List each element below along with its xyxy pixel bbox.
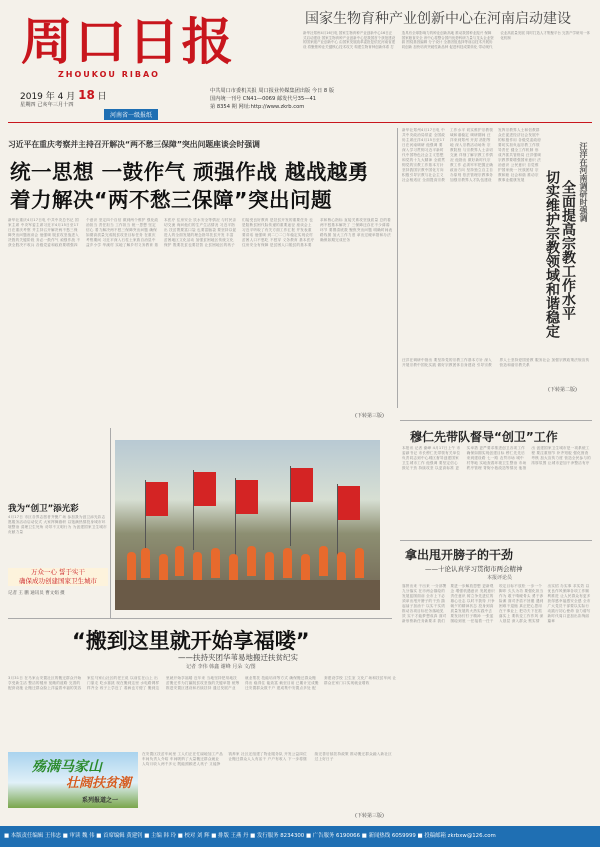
sub-banner: 河南省一级报纸 — [104, 109, 158, 120]
lead-headline-line2: 着力解决“两不愁三保障”突出问题 — [10, 188, 332, 212]
publication-info-line: 第 8354 期 网址:http://www.zkrb.com — [210, 104, 305, 110]
volunteer-figure — [355, 548, 364, 578]
slogan-box — [8, 568, 108, 586]
masthead — [0, 0, 600, 122]
series-banner-label: 系列报道之一 — [82, 797, 119, 804]
right-headline-2[interactable]: 穆仁先带队督导“创卫”工作 — [410, 430, 558, 444]
volunteer-figure — [193, 552, 202, 582]
top-lede-columns: 新华社郑州4月16日电 国家生物育种产业创新中心16日正式启动建设 国家生物育种产业创新中心是我国首个获批建设的国家级产业创新中心 由国家发展改革委批复依托河南省建设 将聚焦种业关键核心技术攻关 构建生物育种创新体系 打造具有全球影响力的种业创新高地 推动我国种业振兴 保障国家粮食安全 该中心将整合国内优势科研力量与龙头企业资源 围绕基因编辑 分子设计 全基因组选择等前沿技术开展协同创新 加快培育突破性新品种 促进科技成果转化 带动现代农业高质量发展 同时打造人才集聚平台 完善产学研用一体化机制 — [303, 31, 591, 49]
newspaper-logo: 周口日报 — [20, 12, 236, 71]
volunteer-figure — [141, 548, 150, 578]
red-flag — [236, 480, 258, 514]
red-flag — [338, 486, 360, 520]
right-vertical-headline-1[interactable]: 全面提高宗教工作水平 — [560, 180, 576, 320]
right-body-text: 新华社郑州4月17日电 中共中央政治局常委 全国政协主席汪洋4月15日至17日在河南调研 他强调 要深入学习贯彻习近平新时代中国特色社会主义思想和党的十九大精神 全面贯彻党的宗教工作基本方针 坚持我国宗教中国化方向 积极引导宗教与社会主义社会相适应 全面提高宗教工作水平 切实维护宗教领域和谐稳定 调研期间 汪洋来到郑州 开封 洛阳等地 深入宗教活动场所 宗教院校 与宗教界人士亲切交流 详细了解宗教工作情况 他指出 做好新时代宗教工作 必须牢牢把握正确政治方向 坚持独立自主自办原则 依法管理宗教事务 加强宗教界人才队伍建设 发挥宗教界人士和信教群众在促进经济社会发展中的积极作用 各级党委政府要切实担负起宗教工作领导责任 健全工作机制 形成齐抓共管格局 汪洋强调 宗教界要增强国家意识 法治意识 公民意识 自觉维护国家统一 民族团结 宗教和睦 社会和谐 推动宗教事业健康发展 — [402, 128, 542, 182]
feature-body-text-2: 在安置区扶贫车间里 工人们正在忙碌地加工产品 车间负责人介绍 车间吸纳了大量搬迁群众就业 人均月收入两千多元 既能照顾老人孩子 又能挣钱养家 社区还组建了物业服务队 开发公益岗位 让搬迁群众人人有活干 户户有收入 下一步将继续完善后续扶持政策 推动搬迁群众融入新社区 过上好日子 — [142, 752, 392, 766]
right-subhead-3: ——十论认真学习贯彻市两会精神 — [425, 565, 523, 573]
right-body-text-4: 靠拼出来 干出来 一分部署 九分落实 在市两会描绘的发展蓝图面前 全市上下必须拿出甩开膀子的干劲 撸起袖子加油干 以实干实绩推动各项目标任务落地见效 实干才能梦想成真 面对新形势新任务新要求 我们要进一步解放思想 更新观念 增强机遇意识 发展意识 责任意识 树立争先进位的雄心壮志 以时不我待 只争朝夕的精神状态 投身到高质量发展的火热实践中去 要发扬钉钉子精神 一张蓝图绘到底 一任接着一任干 咬定目标不放松 一步一个脚印 久久为功 要强化担当作为 敢于啃硬骨头 勇于涉险滩 面对矛盾不回避 遇到困难不退缩 真正把心思用在干事业上 把功夫下在抓落实上 要转变工作作风 深入基层 深入群众 察实情 出实招 办实事 求实效 以优良作风保障各项工作顺利推进 让人民群众有更多获得感幸福感安全感 全市广大党员干部要以实际行动践行初心使命 奋力谱写新时代周口更加出彩绚丽篇章 — [402, 584, 591, 623]
photo-caption-title: 我为“创卫”添光彩 — [8, 504, 79, 514]
lead-body-text: 新华社重庆4月17日电 中共中央总书记 国家主席 中央军委主席习近平4月15日至17日在重庆考察 并主持召开解决两不愁三保障突出问题座谈会 他强调 脱贫攻坚战进入决胜的关键阶段 务必一鼓作气 顽强作战 不获全胜决不收兵 各级党委和政府要增强四个意识 坚定四个自信 做到两个维护 强化政治担当 责任担当 工作担当 统一思想 坚定信心 着力解决两不愁三保障突出问题 确保如期高质量完成脱贫攻坚目标任务 在重庆考察期间 习近平深入石柱土家族自治县中益乡小学 华溪村 实地了解乡村义务教育 基本医疗 住房安全 饮水安全等情况 与村民亲切交流 询问他们的生产生活情况 习近平指出 扶贫既要富口袋 也要富脑袋 要坚持以促进人的全面发展的理念指导扶贫开发 丰富贫困地区文化活动 加强贫困地区传统文化保护 既要扶贫也要扶智 让贫困地区的孩子们接受良好教育 是扶贫开发的重要任务 也是阻断贫困代际传递的重要途径 座谈会上 习近平听取了有关方面工作汇报 并发表重要讲话 他强调 到二〇二〇年稳定实现农村贫困人口不愁吃 不愁穿 义务教育 基本医疗 住房安全有保障 是贫困人口脱贫的基本要求和核心指标 直接关系攻坚战质量 总的看 两不愁基本解决了 三保障还存在不少薄弱环节 要摸清底数 聚焦突出问题 明确时间表 路线图 加大工作力度 拿出过硬举措和办法 确保如期完成任务 — [8, 218, 393, 247]
lead-headline[interactable] — [10, 158, 369, 214]
volunteer-figure — [247, 546, 256, 576]
feature-subhead: ——扶持夹团华苇易地搬迁扶贫纪实 — [178, 653, 298, 662]
lead-continue[interactable]: (下转第三版) — [355, 413, 384, 419]
red-flag — [146, 482, 168, 516]
right-vertical-headline-2[interactable]: 切实维护宗教领域和谐稳定 — [544, 170, 560, 338]
volunteer-figure — [211, 548, 220, 578]
column-divider — [397, 128, 398, 408]
photo-credit: 记者 王 鹏 通讯员 曹文娟 摄 — [8, 591, 65, 596]
lead-kicker: 习近平在重庆考察并主持召开解决“两不愁三保障”突出问题座谈会时强调 — [8, 140, 260, 149]
volunteer-figure — [175, 546, 184, 576]
series-banner-title-1: 殇满马家山 — [32, 759, 102, 775]
right-divider — [400, 540, 592, 541]
date-prefix: 2019 年 4 月 — [20, 92, 76, 102]
lunar-date: 星期四 己亥年三月十四 — [20, 102, 74, 108]
feature-body-text: 3月31日 在马家山安置社区的搬迁群众开始享受新生活 整洁的楼房 宽敞的道路 完善的配套设施 让搬迁群众脸上洋溢着幸福的笑容 家住马家山社区的老王说 以前住在山上 出门靠走 吃水靠挑 现在搬到这里 水电路网样样齐全 孩子上学近了 看病也方便了 搬到这里就开始享福喽 近年来 当地坚持把易地扶贫搬迁作为打赢脱贫攻坚战的关键举措 统筹推进安置区建设和后续扶持 通过发展产业 就业帮扶 技能培训等方式 确保搬迁群众搬得出 稳得住 能致富 截至目前 已累计完成搬迁安置群众数千户 建成集中安置点多处 配套建设学校 卫生室 文化广场和扶贫车间 让群众在家门口实现就业增收 — [8, 676, 397, 690]
volunteer-figure — [319, 546, 328, 576]
photo-caption-box — [8, 502, 108, 514]
lead-headline-line1: 统一思想 一鼓作气 顽强作战 越战越勇 — [10, 160, 369, 184]
feature-continue[interactable]: (下转第三版) — [355, 813, 384, 819]
right-continue[interactable]: (下转第二版) — [548, 387, 577, 393]
slogan-line: 确保成功创建国家卫生城市 — [19, 577, 97, 585]
top-lede-text — [303, 31, 593, 109]
crowd-ground — [115, 580, 380, 610]
series-banner-title-2: 壮阔扶贫潮 — [66, 776, 132, 791]
red-flag — [194, 472, 216, 506]
publication-info-line: 中共周口市委机关报 周口报业传媒集团出版 今日 8 版 — [210, 88, 335, 94]
volunteer-figure — [337, 552, 346, 582]
newspaper-pinyin: ZHOUKOU RIBAO — [58, 70, 160, 79]
right-byline-3: 本报评论员 — [487, 575, 513, 581]
news-photo[interactable] — [115, 440, 380, 610]
feature-byline: 记者 李伟 韩鑫 谢峰 月朵 文/图 — [186, 664, 256, 670]
right-divider — [400, 420, 592, 421]
right-body-text-3: 本报讯 记者 谢峰 4月17日上午 市委副书记 市长穆仁先带领有关单位负责同志到中心城区督导创建国家卫生城市工作 他强调 要坚定信心 鼓足干劲 持续攻坚 以更高标准 更实举措 更严要求推进创卫各项工作 确保如期实现创建目标 穆仁先先后来到建设路 七一路 农贸市场 城中村等地 实地查看环境卫生整治 市场秩序管理 背街小巷改造等情况 他指出 创建国家卫生城市是一项系统工程 要注重细节 补齐短板 强化督查考核 加大宣传力度 营造全民参与的浓厚氛围 让城市更加干净整洁有序 — [402, 446, 591, 470]
red-flag — [291, 468, 313, 502]
date-day: 18 — [78, 88, 95, 102]
volunteer-figure — [283, 548, 292, 578]
right-headline-3[interactable]: 拿出甩开膀子的干劲 — [405, 548, 514, 562]
top-headline[interactable]: 国家生物育种产业创新中心在河南启动建设 — [305, 11, 571, 27]
masthead-rule — [8, 122, 592, 123]
right-vertical-kicker: 汪洋在河南调研时强调 — [579, 142, 588, 222]
photo-caption-text: 4月17日 市区各界志愿者齐聚广场 参加我为创卫添光彩志愿服务活动启动仪式 大家挥舞旗帜 以饱满热情投身城市环境整治 清理卫生死角 劝导不文明行为 为创建国家卫生城市贡献力量 — [8, 515, 107, 534]
feature-divider — [8, 618, 392, 619]
slogan-line: 万众一心 誓于实干 — [30, 568, 86, 576]
issue-date — [20, 88, 107, 102]
volunteer-figure — [127, 552, 136, 582]
feature-headline[interactable]: “搬到这里就开始享福喽” — [72, 629, 310, 653]
volunteer-figure — [265, 552, 274, 582]
column-divider — [110, 428, 111, 618]
date-suffix: 日 — [97, 92, 107, 102]
right-body-text-2: 汪洋在调研中指出 要坚持党的宗教工作基本方针 深入开展宗教中国化实践 做好宗教团体自身建设 引导宗教界人士坚持爱国爱教 服务社会 加强宗教政策法规宣传 营造和谐宗教关系 — [402, 358, 590, 367]
publication-info-line: 国内统一刊号 CN41—0069 邮发代号35—41 — [210, 96, 317, 102]
footer-bar: ■ 本版责任编辑 王伟忠 ■ 审读 魏 伟 ■ 首席编辑 黄建钊 ■ 主编 韩 玲 ■ 校对 刘 辉 ■ 排版 王燕 丹 ■ 发行服务 8234300 ■ 广告服务 6190066 ■ 新闻热线 6059999 ■ 投稿邮箱 zkrbxw@126.com — [0, 826, 600, 847]
